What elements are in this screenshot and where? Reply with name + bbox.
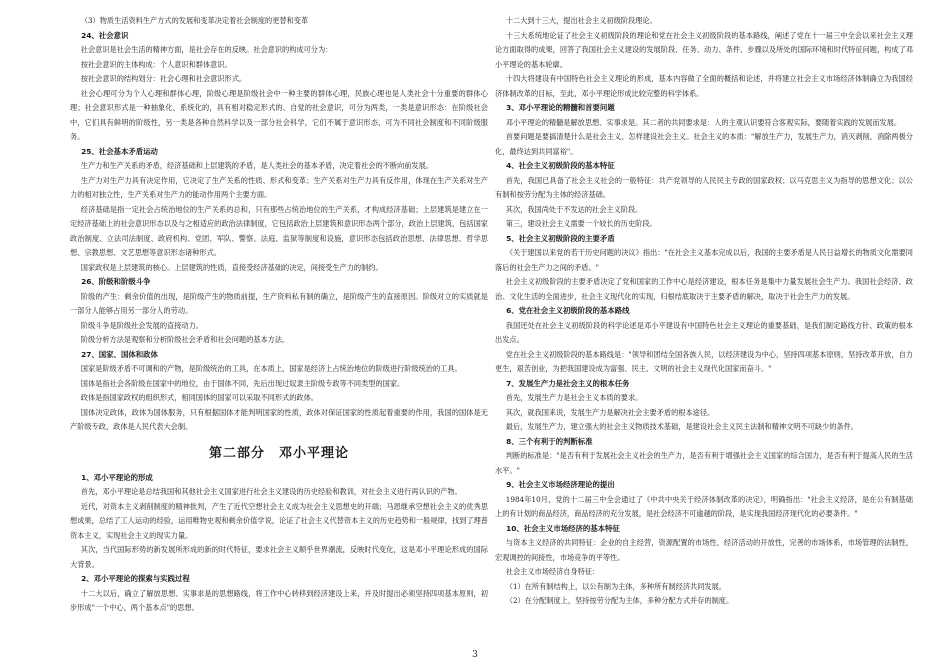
paragraph: 社会主义初级阶段的主要矛盾决定了党和国家的工作中心是经济建设，根本任务是集中力量发展社会生产力。我国社会经济、政治、文化生活的全面进步，社会主义现代化的实现，归根结底取决于主要矛盾的解决，取决于社会生产力的发展。 xyxy=(495,277,913,301)
section-heading: 24、社会意识 xyxy=(81,30,129,40)
paragraph: 首先，邓小平理论是总结我国和其他社会主义国家进行社会主义建设的历史经验和教训，对社会主义进行再认识的产物。 xyxy=(80,487,462,496)
paragraph: 邓小平理论的精髓是解放思想、实事求是。其二者的共同要求是：人的主观认识要符合客观实际，要随着实践的发展而发展。 xyxy=(505,117,902,127)
section-heading: 8、三个有利于的判断标准 xyxy=(506,436,593,446)
paragraph: 其次，当代国际形势的新发展所形成的新的时代特征，要求社会主义顺乎世界潮流，反映时代变化，这是邓小平理论形成的国际大背景。 xyxy=(70,545,488,569)
paragraph: 十三大系统地论证了社会主义初级阶段的理论和党在社会主义初级阶段的基本路线，阐述了党在十一届三中全会以来社会主义理论方面取得的成果，回答了我国社会主义建设的发展阶段、任务、动力、条件、步骤以及所处的国际环境和时代特征问题，构成了邓小平理论的基本轮廓。 xyxy=(495,30,913,69)
paragraph: （1）在所有制结构上，以公有制为主体，多种所有制经济共同发展。 xyxy=(505,581,726,591)
section-heading: 6、党在社会主义初级阶段的基本路线 xyxy=(506,306,630,315)
paragraph: 按社会意识的结构划分：社会心理和社会意识形式。 xyxy=(80,74,247,83)
paragraph: 最后，发展生产力，建立强大的社会主义物质技术基础，是建设社会主义民主法制和精神文明不可缺少的条件。 xyxy=(505,422,858,431)
paragraph: 判断的标准是："是否有利于发展社会主义社会的生产力，是否有利于增强社会主义国家的综合国力，是否有利于提高人民的生活水平。" xyxy=(495,451,913,475)
section-heading: 3、邓小平理论的精髓和首要问题 xyxy=(506,103,615,112)
section-heading: 25、社会基本矛盾运动 xyxy=(81,146,158,156)
section-heading: 4、社会主义初级阶段的基本特征 xyxy=(506,161,615,170)
paragraph: 国体是指社会各阶级在国家中的地位，由于国体不同，先后出现过奴隶主阶级专政等不同类型的国家。 xyxy=(80,378,405,388)
section-heading: 10、社会主义市场经济的基本特征 xyxy=(506,523,620,533)
section-heading: 1、邓小平理论的形成 xyxy=(81,472,153,482)
paragraph: 按社会意识的主体构成：个人意识和群体意识。 xyxy=(80,59,232,69)
paragraph: 十四大将建设有中国特色社会主义理论的形成，基本内容做了全面的概括和论述，并将建立社会主义市场经济体制确立为我国经济体制改革的目标，至此，邓小平理论形成比较完整的科学体系。 xyxy=(495,74,913,98)
paragraph: 党在社会主义初级阶段的基本路线是："领导和团结全国各族人民，以经济建设为中心，坚持四项基本原则，坚持改革开放，自力更生，艰苦创业，为把我国建设成为富强、民主、文明的社会主义现代化国家而奋斗。" xyxy=(495,349,913,373)
paragraph: 首先，发展生产力是社会主义本质的要求。 xyxy=(505,393,643,402)
part-title: 第二部分 邓小平理论 xyxy=(208,445,349,461)
page-number: 3 xyxy=(472,650,478,660)
paragraph: 首要问题是要搞清楚什么是社会主义、怎样建设社会主义。社会主义的本质："解放生产力，发展生产力，消灭剥削，消除两极分化，最终达到共同富裕"。 xyxy=(495,132,913,156)
left-column xyxy=(70,14,488,616)
section-heading: 26、阶级和阶级斗争 xyxy=(81,277,151,286)
paragraph: 首先，我国已具备了社会主义社会的一般特征：共产党领导的人民民主专政的国家政权；以马克思主义为指导的思想文化；以公有制和按劳分配为主体的经济基础。 xyxy=(495,175,913,199)
right-column xyxy=(495,14,913,609)
paragraph: 十二大以后，确立了解放思想、实事求是的思想路线，将工作中心转移到经济建设上来，并及时提出必须坚持四项基本原则，初步形成"一个中心，两个基本点"的思想。 xyxy=(70,588,488,612)
paragraph: 国家政权是上层建筑的核心。上层建筑的性质，直接受经济基础的决定，间接受生产力的制约。 xyxy=(80,262,383,272)
paragraph: 《关于建国以来党的若干历史问题的决议》指出："在社会主义基本完成以后，我国的主要矛盾是人民日益增长的物质文化需要同落后的社会生产力之间的矛盾。" xyxy=(495,248,913,272)
paragraph: （3）物质生活资料生产方式的发展和变革决定着社会制度的更替和变革 xyxy=(80,16,309,25)
paragraph: 经济基础是指一定社会占统治地位的生产关系的总和，只有那些占统治地位的生产关系，才构成经济基础；上层建筑是建立在一定经济基础上的社会意识形态以及与之相适应的政治法律制度，它包括政治上层建筑和意识形态两个部分，政治上层建筑，包括国家政治制度、立法司法制度、政府机构、党团、军队、警察、法庭、监狱等制度和设施，意识形态包括政治思想、法律思想、哲学思想、宗教思想、文艺思想等意识形态诸种形式。 xyxy=(70,204,488,257)
paragraph: 国体决定政体，政体为国体服务，只有根据国体才能判明国家的性质，政体对保证国家的性质起着重要的作用，我国的国体是无产阶级专政，政体是人民代表大会制。 xyxy=(70,407,488,431)
paragraph: 政体是指国家政权的组织形式，相同国体的国家可以采取不同形式的政体。 xyxy=(80,393,318,402)
paragraph: 其次，我国尚处于不发达的社会主义阶段。 xyxy=(505,204,643,214)
paragraph: 1984年10月，党的十二届三中全会通过了《中共中央关于经济体制改革的决定》，明确指出："社会主义经济，是在公有制基础上的有计划的商品经济，商品经济的充分发展，是社会经济不可逾越的阶段，是实现我国经济现代化的必要条件。" xyxy=(495,494,913,518)
paragraph: 社会意识是社会生活的精神方面，是社会存在的反映。社会意识的构成可分为： xyxy=(80,45,333,54)
paragraph: 阶级分析方法是观察和分析阶级社会矛盾和社会问题的基本方法。 xyxy=(80,335,290,344)
paragraph: 社会心理可分为个人心理和群体心理，阶级心理是阶级社会中一种主要的群体心理，民族心理也是人类社会十分重要的群体心理；社会意识形式是一种抽象化、系统化的，具有相对稳定形式的、自觉的社会意识，可分为两类，一类是意识形态：在阶级社会中，它们具有鲜明的阶级性，另一类是各种自然科学以及一部分社会科学，它们不属于意识形态，可为不同社会制度和不同阶级服务。 xyxy=(70,88,488,141)
paragraph: 第三，建设社会主义需要一个较长的历史阶段。 xyxy=(505,219,657,228)
paragraph: 生产力对生产力具有决定作用，它决定了生产关系的性质、形式和变革；生产关系对生产力具有反作用，体现在生产关系对生产力的相对独立性，生产关系对生产力的能动作用两个主要方面。 xyxy=(70,175,488,199)
paragraph: 阶级的产生：剩余价值的出现，是阶级产生的物质前提，生产资料私有制的确立，是阶级产生的直接原因。阶级对立的实质就是一部分人能够占用另一部分人的劳动。 xyxy=(70,291,488,315)
section-heading: 7、发展生产力是社会主义的根本任务 xyxy=(506,378,630,388)
section-heading: 2、邓小平理论的探索与实践过程 xyxy=(81,574,190,583)
section-heading: 27、国家、国体和政体 xyxy=(81,349,158,359)
paragraph: （2）在分配制度上，坚持按劳分配为主体，多种分配方式并存的制度。 xyxy=(505,596,734,605)
paragraph: 我国还处在社会主义初级阶段的科学论述是邓小平建设有中国特色社会主义理论的重要基础，是我们制定路线方针、政策的根本出发点。 xyxy=(495,320,913,344)
paragraph: 其次，就我国来说，发展生产力是解决社会主要矛盾的根本途径。 xyxy=(505,407,715,417)
paragraph: 近代，对资本主义剥削制度的精神批判，产生了近代空想社会主义成为社会主义思想史的开端；马恩继承空想社会主义的优秀思想成果，总结了工人运动的经验，运用唯物史观和剩余价值学说，论证了社会主义代替资本主义的历史趋势和一般规律，找到了理普资本主义，实现社会主义的现实力量。 xyxy=(70,501,488,540)
paragraph: 国家是阶级矛盾不可调和的产物，是阶级统治的工具，在本质上，国家是经济上占统治地位的阶级进行阶级统治的工具。 xyxy=(80,364,462,373)
paragraph: 与资本主义经济的共同特征：企业的自主经营，资源配置的市场性，经济活动的开放性，完善的市场体系，市场管理的法制性，宏观调控的间接性，市场竞争的平等性。 xyxy=(495,538,913,562)
section-heading: 9、社会主义市场经济理论的提出 xyxy=(506,480,615,489)
paragraph: 生产力和生产关系的矛盾，经济基础和上层建筑的矛盾，是人类社会的基本矛盾，决定着社会的不断向前发展。 xyxy=(80,161,433,170)
paragraph: 社会主义市场经济自身特征： xyxy=(505,567,600,576)
section-heading: 5、社会主义初级阶段的主要矛盾 xyxy=(506,233,615,243)
paragraph: 阶级斗争是阶级社会发展的直接动力。 xyxy=(80,320,203,330)
paragraph: 十二大到十三大，提出社会主义初级阶段理论。 xyxy=(505,16,657,25)
